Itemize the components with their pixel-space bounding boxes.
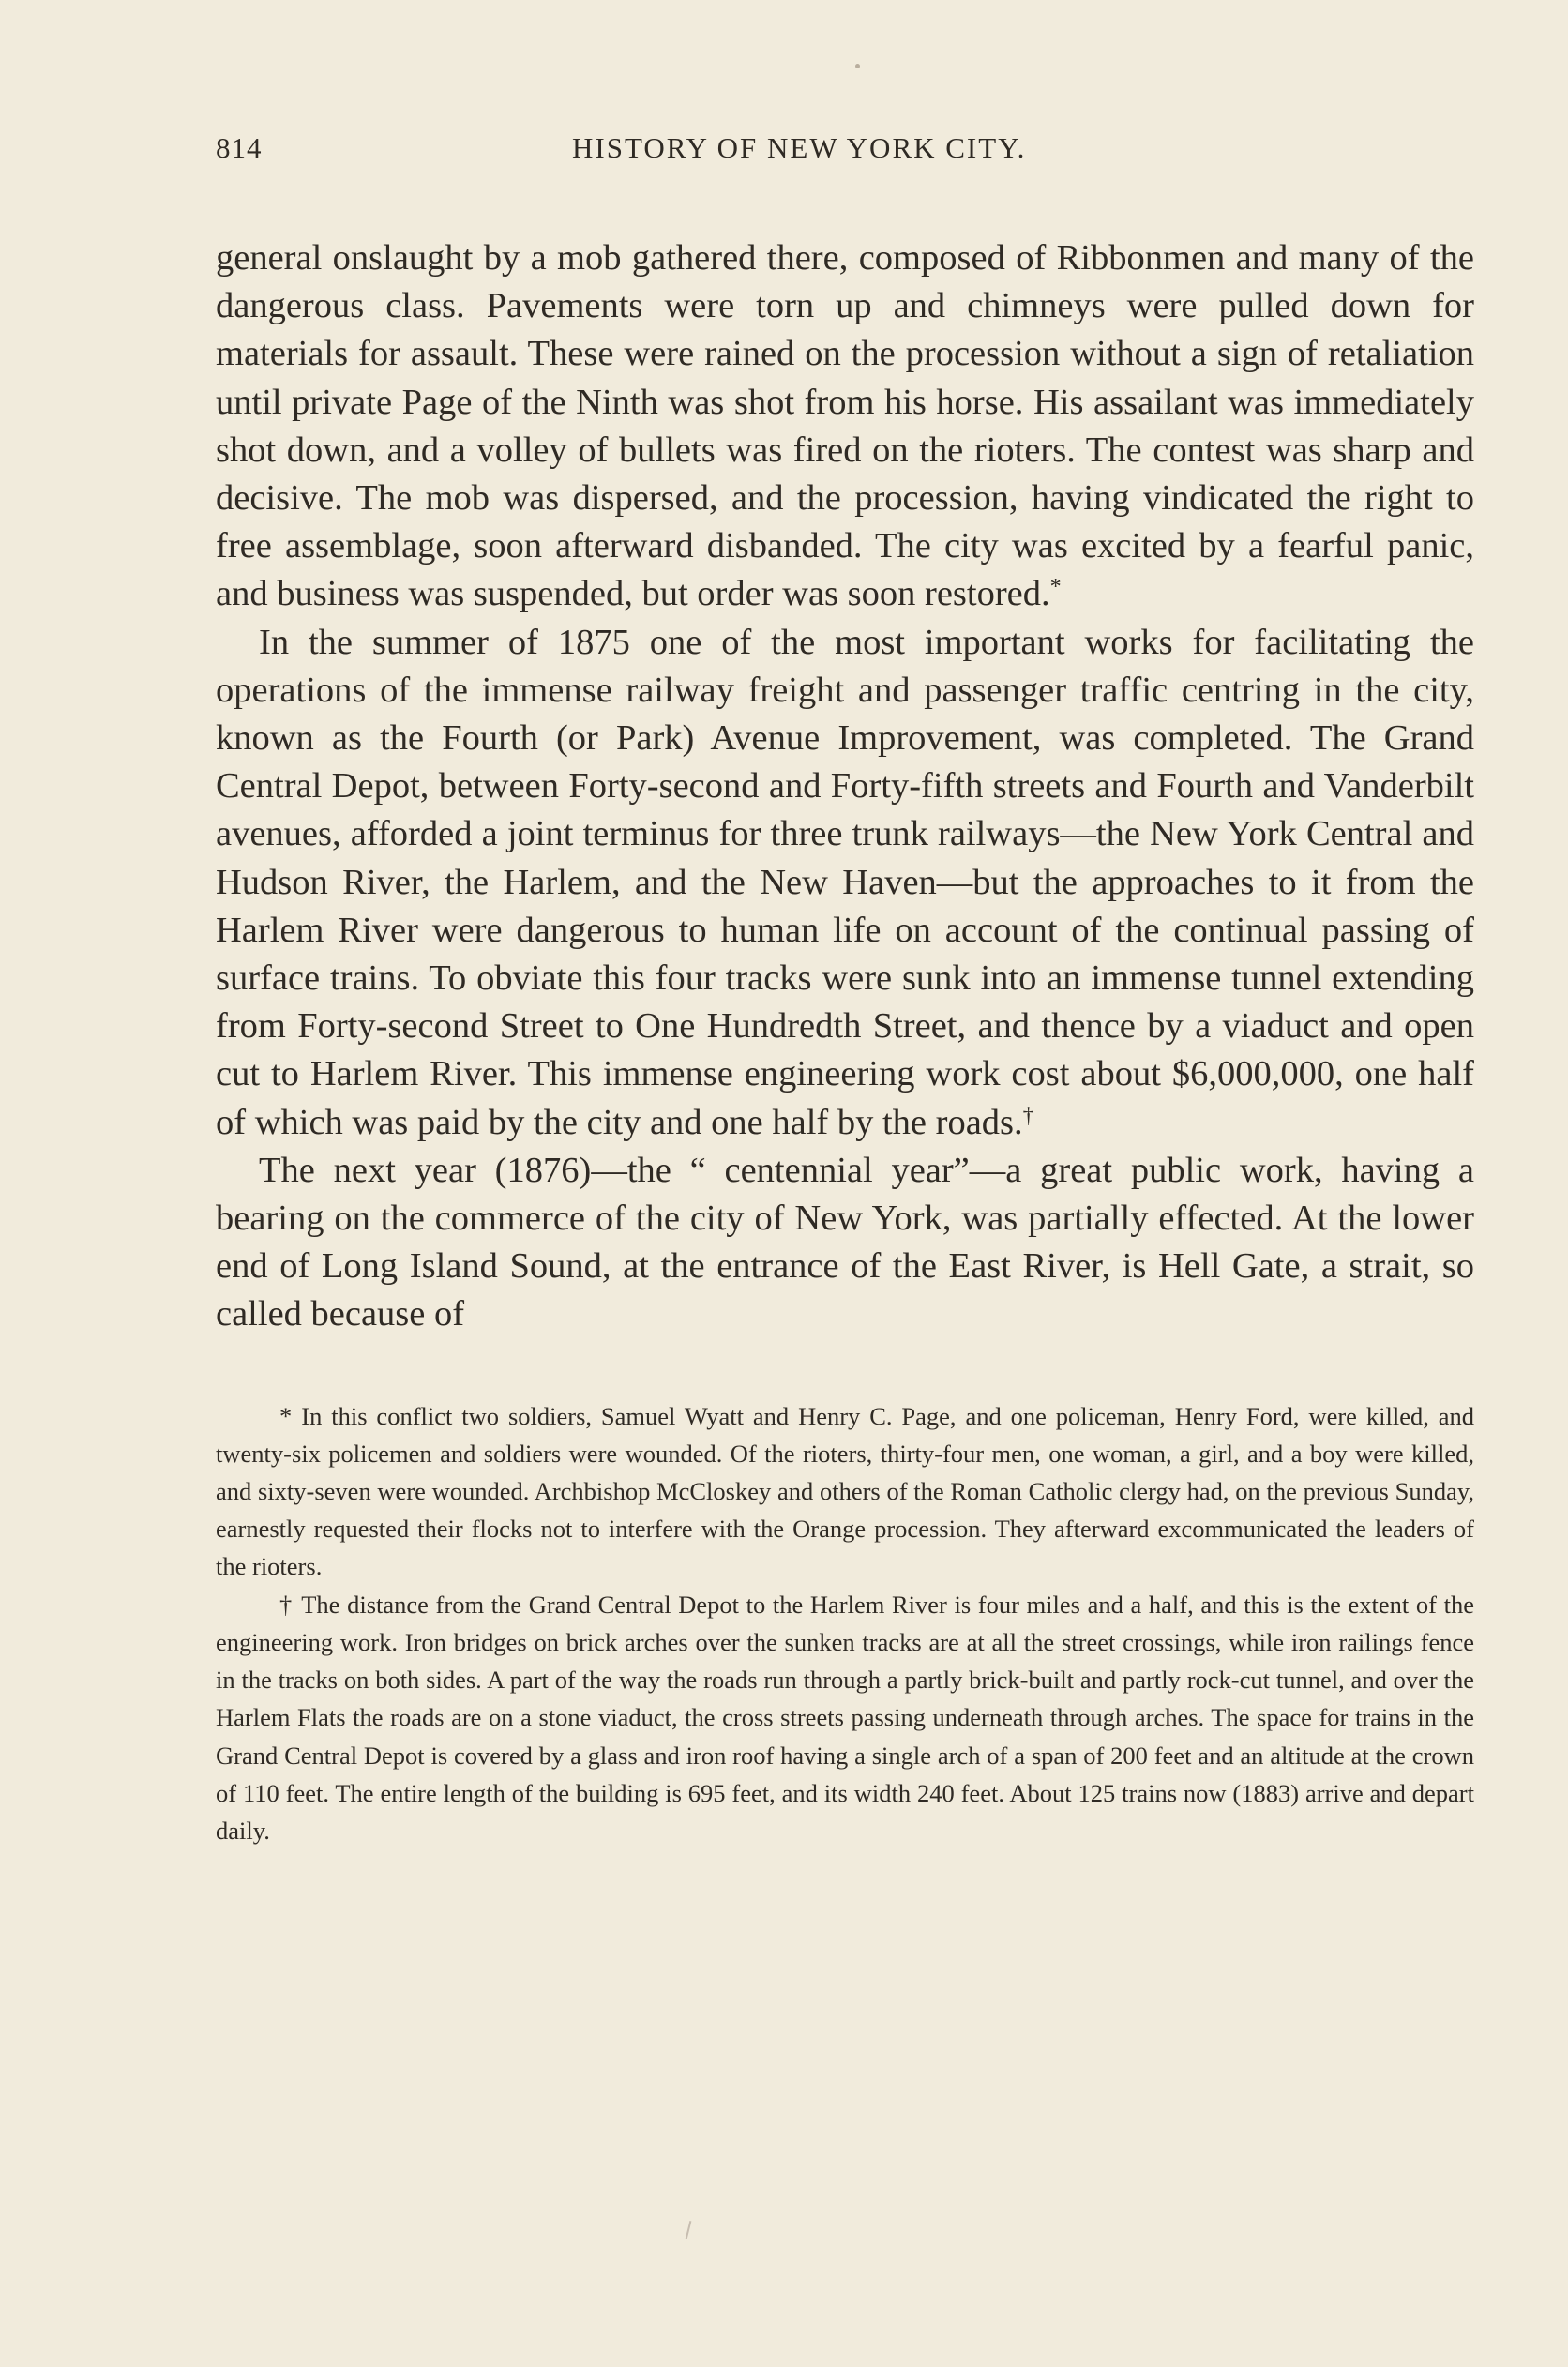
paragraph-text: In the summer of 1875 one of the most important works for facilitating the operations of the immense railway freight and passenger traffic centring in the city, known as the Fourth (or Park) Avenue Improvement, was completed. The Grand Central Depot, between Forty-second and Forty-fifth streets and Fourth and Vanderbilt avenues, afforded a joint terminus for three trunk railways—the New York Central and Hudson River, the Harlem, and the New Haven—but the approaches to it from the Harlem River were dangerous to human life on account of the continual passing of surface trains. To obviate this four tracks were sunk into an immense tunnel extending from Forty-second Street to One Hundredth Street, and thence by a viaduct and open cut to Harlem River. This immense engineering work cost about $6,000,000, one half of which was paid by the city and one half by the roads. bbox=[216, 622, 1474, 1142]
footnote-text: The distance from the Grand Central Depot to the Harlem River is four miles and a half, and this is the extent of the engineering work. Iron bridges on brick arches over the sunken tracks are at all the street crossings, while iron railings fence in the tracks on both sides. A part of the way the roads run through a partly brick-built and partly rock-cut tunnel, and over the Harlem Flats the roads are on a stone viaduct, the cross streets passing underneath through arches. The space for trains in the Grand Central Depot is covered by a glass and iron roof having a single arch of a span of 200 feet and an altitude at the crown of 110 feet. The entire length of the building is 695 feet, and its width 240 feet. About 125 trains now (1883) arrive and depart daily. bbox=[216, 1590, 1474, 1845]
running-head: HISTORY OF NEW YORK CITY. bbox=[572, 131, 1027, 164]
footnote-marker: † bbox=[279, 1590, 293, 1619]
page-speck bbox=[855, 64, 860, 68]
page-number: 814 bbox=[216, 131, 263, 164]
footnote-reference: * bbox=[1049, 575, 1062, 600]
body-paragraph bbox=[216, 1147, 1474, 1339]
footnotes bbox=[216, 1397, 1474, 1849]
body-text bbox=[216, 234, 1474, 1339]
book-page bbox=[216, 131, 1474, 1849]
body-paragraph bbox=[216, 619, 1474, 1147]
page-mark bbox=[686, 2221, 692, 2239]
body-paragraph bbox=[216, 234, 1474, 619]
paragraph-text: general onslaught by a mob gathered there, composed of Ribbonmen and many of the dangerous class. Pavements were torn up and chimneys were pulled down for materials for assault. These were rained on the procession without a sign of retaliation until private Page of the Ninth was shot from his horse. His assailant was immediately shot down, and a volley of bullets was fired on the rioters. The contest was sharp and decisive. The mob was dispersed, and the procession, having vindicated the right to free assemblage, soon afterward disbanded. The city was excited by a fearful panic, and business was suspended, but order was soon restored. bbox=[216, 238, 1474, 614]
footnote-text: In this conflict two soldiers, Samuel Wyatt and Henry C. Page, and one policeman, Henry Ford, were killed, and twenty-six policemen and soldiers were wounded. Of the rioters, thirty-four men, one woman, a girl, and a boy were killed, and sixty-seven were wounded. Archbishop McCloskey and others of the Roman Catholic clergy had, on the previous Sunday, earnestly requested their flocks not to interfere with the Orange procession. They afterward excommunicated the leaders of the rioters. bbox=[216, 1401, 1474, 1581]
footnote-marker: * bbox=[279, 1401, 293, 1430]
footnote bbox=[216, 1586, 1474, 1849]
page-header bbox=[216, 131, 1474, 188]
footnote bbox=[216, 1397, 1474, 1586]
footnote-reference: † bbox=[1022, 1103, 1034, 1128]
paragraph-text: The next year (1876)—the “ centennial year”—a great public work, having a bearing on the commerce of the city of New York, was partially effected. At the lower end of Long Island Sound, at the entrance of the East River, is Hell Gate, a strait, so called because of bbox=[216, 1150, 1474, 1334]
